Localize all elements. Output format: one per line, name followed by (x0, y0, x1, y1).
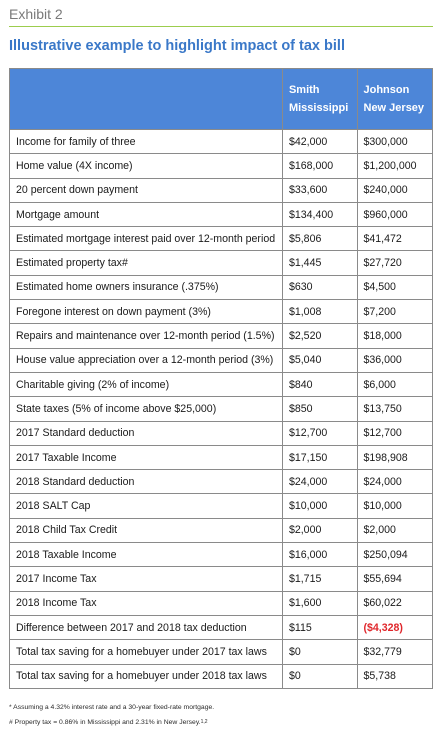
johnson-value: $41,472 (357, 227, 433, 251)
table-row (10, 591, 433, 615)
table-row (10, 543, 433, 567)
table-row (10, 275, 433, 299)
smith-value: $17,150 (282, 445, 357, 469)
smith-value: $115 (282, 615, 357, 639)
table-header-row (10, 69, 433, 130)
row-label: Repairs and maintenance over 12-month period (1.5%) (10, 324, 283, 348)
footnote-interest-rate: * Assuming a 4.32% interest rate and a 30-year fixed-rate mortgage. (9, 704, 215, 711)
johnson-value: $1,200,000 (357, 154, 433, 178)
smith-value: $1,600 (282, 591, 357, 615)
row-label: Foregone interest on down payment (3%) (10, 300, 283, 324)
row-label: 2018 SALT Cap (10, 494, 283, 518)
smith-value: $42,000 (282, 130, 357, 154)
smith-value: $5,806 (282, 227, 357, 251)
table-row (10, 178, 433, 202)
row-label: 2018 Taxable Income (10, 543, 283, 567)
table-row (10, 494, 433, 518)
johnson-value: ($4,328) (357, 615, 433, 639)
table-row (10, 300, 433, 324)
row-label: Mortgage amount (10, 202, 283, 226)
smith-value: $0 (282, 664, 357, 688)
table-row (10, 567, 433, 591)
row-label: State taxes (5% of income above $25,000) (10, 397, 283, 421)
exhibit-label: Exhibit 2 (9, 6, 63, 22)
smith-value: $134,400 (282, 202, 357, 226)
johnson-value: $13,750 (357, 397, 433, 421)
table-row (10, 227, 433, 251)
table-row (10, 348, 433, 372)
smith-value: $5,040 (282, 348, 357, 372)
smith-value: $630 (282, 275, 357, 299)
johnson-value: $2,000 (357, 518, 433, 542)
johnson-value: $7,200 (357, 300, 433, 324)
header-johnson-name: Johnson (363, 84, 410, 96)
row-label: Estimated property tax# (10, 251, 283, 275)
johnson-value: $250,094 (357, 543, 433, 567)
table-row (10, 518, 433, 542)
johnson-value: $55,694 (357, 567, 433, 591)
table-row (10, 372, 433, 396)
smith-value: $2,000 (282, 518, 357, 542)
smith-value: $12,700 (282, 421, 357, 445)
johnson-value: $10,000 (357, 494, 433, 518)
header-smith-name: Smith (288, 84, 320, 96)
footnote-property-tax (9, 715, 214, 730)
row-label: Total tax saving for a homebuyer under 2018 tax laws (10, 664, 283, 688)
table-row (10, 664, 433, 688)
johnson-value: $18,000 (357, 324, 433, 348)
smith-value: $1,008 (282, 300, 357, 324)
johnson-value: $4,500 (357, 275, 433, 299)
footnotes (9, 700, 214, 730)
johnson-value: $24,000 (357, 470, 433, 494)
table-row (10, 324, 433, 348)
tax-comparison-table (9, 68, 433, 689)
row-label: 2018 Child Tax Credit (10, 518, 283, 542)
johnson-value: $36,000 (357, 348, 433, 372)
row-label: 2017 Standard deduction (10, 421, 283, 445)
table-row (10, 397, 433, 421)
header-smith (282, 69, 357, 130)
johnson-value: $198,908 (357, 445, 433, 469)
table-row (10, 421, 433, 445)
footnote-property-tax-text: # Property tax = 0.86% in Mississippi and 2.31% in New Jersey. (9, 719, 201, 726)
header-johnson (357, 69, 433, 130)
smith-value: $16,000 (282, 543, 357, 567)
row-label: Estimated home owners insurance (.375%) (10, 275, 283, 299)
row-label: Total tax saving for a homebuyer under 2017 tax laws (10, 640, 283, 664)
smith-value: $850 (282, 397, 357, 421)
table-row (10, 615, 433, 639)
smith-value: $33,600 (282, 178, 357, 202)
johnson-value: $32,779 (357, 640, 433, 664)
table-row (10, 640, 433, 664)
row-label: 2017 Taxable Income (10, 445, 283, 469)
footnote-refs: 1,2 (200, 719, 208, 725)
johnson-value: $240,000 (357, 178, 433, 202)
row-label: 2018 Income Tax (10, 591, 283, 615)
table-row (10, 202, 433, 226)
johnson-value: $5,738 (357, 664, 433, 688)
table-row (10, 445, 433, 469)
exhibit-title: Illustrative example to highlight impact of tax bill (9, 38, 345, 54)
johnson-value: $60,022 (357, 591, 433, 615)
header-smith-state: Mississippi (288, 102, 349, 114)
row-label: Charitable giving (2% of income) (10, 372, 283, 396)
row-label: Home value (4X income) (10, 154, 283, 178)
row-label: House value appreciation over a 12-month period (3%) (10, 348, 283, 372)
smith-value: $24,000 (282, 470, 357, 494)
header-johnson-state: New Jersey (363, 102, 425, 114)
smith-value: $168,000 (282, 154, 357, 178)
row-label: Difference between 2017 and 2018 tax deduction (10, 615, 283, 639)
johnson-value: $300,000 (357, 130, 433, 154)
smith-value: $840 (282, 372, 357, 396)
row-label: Income for family of three (10, 130, 283, 154)
johnson-value: $6,000 (357, 372, 433, 396)
row-label: Estimated mortgage interest paid over 12-month period (10, 227, 283, 251)
row-label: 20 percent down payment (10, 178, 283, 202)
row-label: 2018 Standard deduction (10, 470, 283, 494)
table-row (10, 130, 433, 154)
smith-value: $1,445 (282, 251, 357, 275)
row-label: 2017 Income Tax (10, 567, 283, 591)
exhibit-divider (9, 26, 433, 27)
johnson-value: $960,000 (357, 202, 433, 226)
table-row (10, 251, 433, 275)
smith-value: $0 (282, 640, 357, 664)
smith-value: $2,520 (282, 324, 357, 348)
table-row (10, 470, 433, 494)
johnson-value: $27,720 (357, 251, 433, 275)
smith-value: $1,715 (282, 567, 357, 591)
johnson-value: $12,700 (357, 421, 433, 445)
header-label-cell (10, 69, 283, 130)
smith-value: $10,000 (282, 494, 357, 518)
table-row (10, 154, 433, 178)
